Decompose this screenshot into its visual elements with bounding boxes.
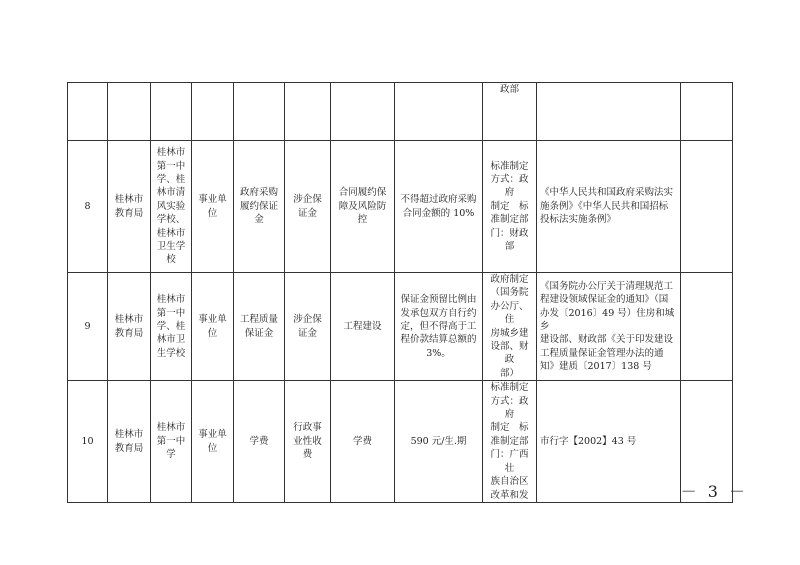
cell-method (483, 141, 537, 273)
purpose-line: 学费 (352, 435, 372, 447)
cell-standard (395, 141, 483, 273)
method-line: 房城乡建 (490, 327, 529, 339)
cell-no: 8 (68, 141, 108, 273)
standard-line: 3%。 (426, 347, 451, 359)
basis-line: 《国务院办公厅关于清理规范工 (540, 280, 674, 292)
table-row (68, 381, 733, 503)
unit-type-line: 位 (207, 207, 218, 219)
unit-line: 风实验 (156, 200, 186, 212)
standard-line: 程价款结算总额的 (400, 334, 477, 346)
unit-type-line: 位 (207, 442, 218, 454)
unit-line: 第一中 (156, 160, 186, 172)
cell-method (483, 273, 537, 381)
basis-line: 知》建质〔2017〕138 号 (540, 361, 652, 373)
unit-line: 学、桂 (156, 173, 186, 185)
table-row (68, 273, 733, 381)
department-line: 教育局 (114, 442, 144, 454)
basis-line: 建设部、财政部《关于印发建设 (540, 334, 674, 346)
cell-unit-type (192, 141, 234, 273)
item-line: 保证金 (244, 327, 274, 339)
method-line: 方式：政府 (490, 395, 529, 421)
category-line: 行政事 (293, 422, 322, 434)
department-line: 桂林市 (114, 429, 144, 441)
cell-extra (681, 141, 733, 273)
unit-line: 第一中 (156, 435, 186, 447)
method-line: 制定 标 (490, 422, 529, 434)
cell-unit-type (192, 83, 234, 141)
department-line: 桂林市 (114, 314, 144, 326)
unit-line: 林市清 (156, 187, 186, 199)
unit-type-line: 事业单 (198, 429, 227, 441)
cell-standard (395, 83, 483, 141)
unit-line: 桂林市 (156, 227, 186, 239)
method-line: 门：广西壮 (490, 449, 529, 474)
basis-line: 施条例》《中华人民共和国招标 (540, 200, 669, 212)
cell-department (108, 83, 151, 141)
cell-purpose (331, 141, 395, 273)
cell-method (483, 83, 537, 141)
unit-type-line: 事业单 (198, 194, 227, 206)
unit-line: 学、桂 (156, 320, 186, 332)
method-line: 方式：政府 (490, 173, 529, 199)
cell-unit (151, 83, 192, 141)
method-line: 准制定部 (490, 214, 529, 226)
unit-line: 桂林市 (156, 294, 186, 306)
cell-basis (537, 381, 681, 503)
cell-department (108, 381, 151, 503)
item-line: 工程质量 (239, 314, 278, 326)
cell-method (483, 381, 537, 503)
cell-department (108, 141, 151, 273)
cell-item (234, 141, 285, 273)
cell-department (108, 273, 151, 381)
cell-category (285, 141, 331, 273)
cell-category (285, 381, 331, 503)
unit-line: 学 (166, 449, 176, 461)
method-line: 办公厅、住 (490, 300, 529, 326)
basis-line: 程建设领域保证金的通知》（国 (540, 294, 669, 306)
standard-line: 定，但不得高于工 (400, 320, 477, 332)
cell-basis (537, 83, 681, 141)
method-line: 准制定部 (490, 435, 529, 447)
cell-basis (537, 141, 681, 273)
cell-basis (537, 273, 681, 381)
basis-line: 工程质量保证金管理办法的通 (540, 347, 664, 359)
method-line: 标准制定 (490, 160, 529, 172)
cell-item (234, 381, 285, 503)
method-line: 标准制定 (490, 382, 529, 394)
standard-line: 不得超过政府采购 (400, 194, 477, 206)
standard-line: 发承包双方自行约 (400, 307, 477, 319)
cell-purpose (331, 273, 395, 381)
item-line: 金 (254, 214, 264, 226)
standard-line: 590 元/生.期 (410, 435, 467, 447)
department-line: 桂林市 (114, 194, 144, 206)
standard-line: 保证金预留比例由 (400, 294, 477, 306)
cell-category (285, 83, 331, 141)
item-line: 政府采购 (239, 187, 278, 199)
item-line: 履约保证 (239, 200, 278, 212)
item-line: 学费 (249, 435, 269, 447)
category-line: 涉企保 (293, 314, 322, 326)
method-line: 门：财政部 (490, 227, 529, 253)
unit-line: 桂林市 (156, 422, 186, 434)
method-line: （国务院 (490, 287, 529, 299)
unit-line: 林市卫 (156, 334, 186, 346)
category-line: 证金 (297, 327, 317, 339)
category-line: 涉企保 (293, 194, 322, 206)
cell-standard (395, 381, 483, 503)
cell-category (285, 273, 331, 381)
cell-extra (681, 273, 733, 381)
purpose-line: 合同履约保 (338, 187, 387, 199)
unit-line: 生学校 (156, 347, 186, 359)
category-line: 费 (302, 449, 313, 461)
purpose-line: 工程建设 (343, 320, 382, 332)
method-line: 政部 (499, 84, 519, 95)
purpose-line: 障及风险防 (338, 200, 387, 212)
cell-purpose (331, 381, 395, 503)
category-line: 业性收 (293, 435, 322, 447)
method-line: 改革和发 (490, 489, 529, 501)
department-line: 教育局 (114, 207, 144, 219)
unit-line: 卫生学 (156, 241, 186, 253)
basis-line: 《中华人民共和国政府采购法实 (540, 187, 674, 199)
unit-type-line: 位 (207, 327, 218, 339)
cell-unit (151, 141, 192, 273)
unit-type-line: 事业单 (198, 314, 227, 326)
cell-no: 10 (68, 381, 108, 503)
basis-line: 办发〔2016〕49 号）住房和城乡 (540, 307, 675, 332)
method-line: 部） (499, 367, 519, 379)
page-number: － 3 － (680, 482, 748, 501)
cell-purpose (331, 83, 395, 141)
unit-line: 校 (166, 254, 176, 266)
cell-item (234, 273, 285, 381)
cell-no (68, 83, 108, 141)
unit-line: 桂林市 (156, 147, 186, 159)
unit-line: 学校、 (156, 214, 186, 226)
category-line: 证金 (297, 207, 317, 219)
cell-item (234, 83, 285, 141)
unit-line: 第一中 (156, 307, 186, 319)
cell-unit (151, 273, 192, 381)
method-line: 制定 标 (490, 200, 529, 212)
method-line: 族自治区 (490, 476, 529, 488)
cell-unit-type (192, 273, 234, 381)
purpose-line: 控 (357, 214, 368, 226)
standard-line: 合同金额的 10% (402, 207, 475, 219)
basis-line: 投标法实施条例》 (540, 214, 617, 226)
cell-unit (151, 381, 192, 503)
method-line: 设部、财政 (490, 341, 529, 366)
cell-no: 9 (68, 273, 108, 381)
cell-standard (395, 273, 483, 381)
basis-line: 市行字【2002】43 号 (540, 435, 637, 447)
cell-extra (681, 83, 733, 141)
department-line: 教育局 (114, 327, 144, 339)
table-row (68, 141, 733, 273)
cell-unit-type (192, 381, 234, 503)
method-line: 政府制定 (490, 274, 529, 285)
fee-table (67, 82, 733, 503)
table-row (68, 83, 733, 141)
